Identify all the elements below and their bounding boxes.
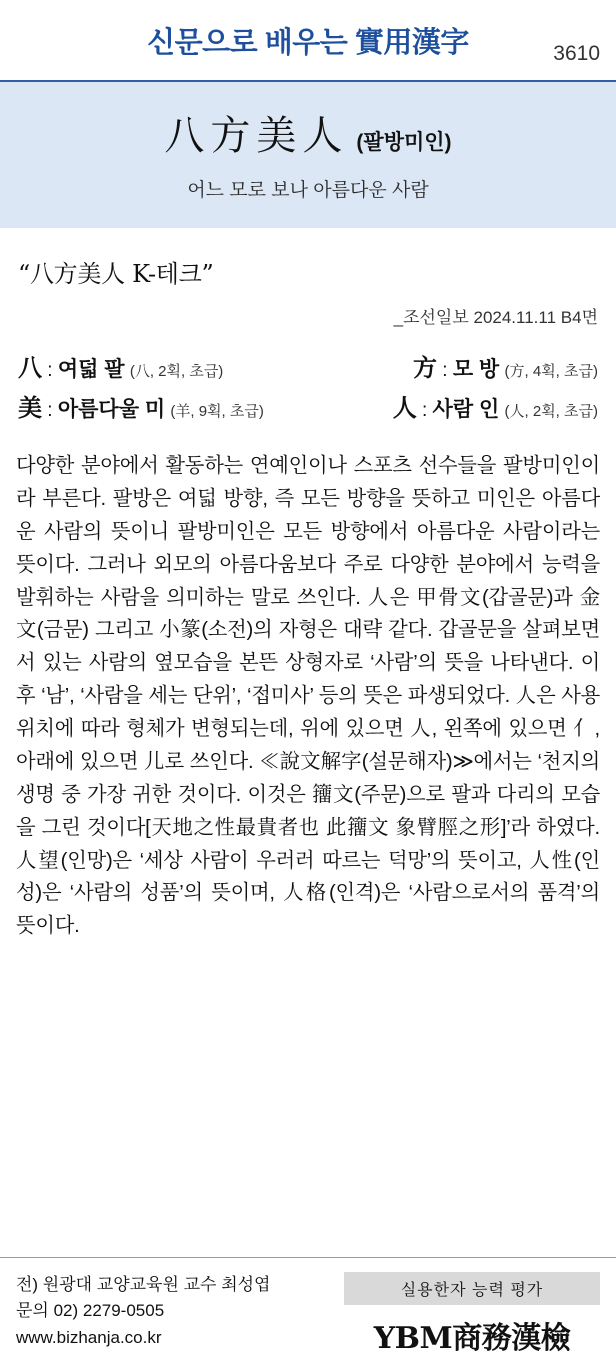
contact-line: 문의 02) 2279-0505 (16, 1301, 165, 1321)
definition-detail: (人, 2획, 초급) (504, 403, 598, 420)
title-band (0, 82, 616, 228)
article-body: 다양한 분야에서 활동하는 연예인이나 스포츠 선수들을 팔방미인이라 부른다. 팔방은 여덟 방향, 즉 모든 방향을 뜻하고 미인은 아름다운 사람의 뜻이니 팔방미인은 모든 방향에서 아름다운 사람이라는 뜻이다. 그러나 외모의 아름다움보다 주로 다양한 분야에서 능력을 발휘하는 사람을 의미하는 말로 쓰인다. 人은 甲骨文(갑골문)과 金文(금문) 그리고 小篆(소전)의 자형은 대략 같다. 갑골문을 살펴보면 서 있는 사람의 옆모습을 본뜬 상형자로 ‘사람’의 뜻을 나타낸다. 이후 ‘남’, ‘사람을 세는 단위’, ‘접미사’ 등의 뜻은 파생되었다. 人은 사용 위치에 따라 형체가 변형되는데, 위에 있으면 人, 왼쪽에 있으면 亻, 아래에 있으면 儿로 쓰인다. ≪說文解字(설문해자)≫에서는 ‘천지의 생명 중 가장 귀한 것이다. 이것은 籒文(주문)으로 팔과 다리의 모습을 그린 것이다[天地之性最貴者也 此籒文 象臂脛之形]’라 하였다. 人望(인망)은 ‘세상 사람이 우러러 따르는 덕망’의 뜻이고, 人性(인성)은 ‘사람의 성품’의 뜻이며, 人格(인격)은 ‘사람으로서의 품격’의 뜻이다. (16, 455, 600, 938)
sponsor-badge (344, 1272, 600, 1357)
headword-hanja: 八方美人 (164, 113, 349, 159)
author-line: 전) 원광대 교양교육원 교수 최성엽 (16, 1275, 271, 1294)
website-line[interactable]: www.bizhanja.co.kr (16, 1327, 162, 1347)
definition-entry: 八 : 여덟 팔 (八, 2획, 초급) (18, 353, 224, 382)
definition-char: 方 (412, 353, 437, 382)
header (0, 0, 616, 82)
definition-detail: (八, 2획, 초급) (129, 363, 224, 380)
definition-detail: (羊, 9획, 초급) (170, 403, 264, 420)
issue-number: 3610 (553, 42, 600, 65)
title-band-main (0, 104, 616, 161)
badge-logo: YBM商務漢檢 (373, 1321, 571, 1356)
footer-credits (16, 1272, 270, 1351)
definition-entry: 方 : 모 방 (方, 4획, 초급) (412, 353, 598, 382)
definition-meaning: 여덟 팔 (57, 358, 125, 381)
definition-entry: 美 : 아름다울 미 (羊, 9획, 초급) (18, 393, 264, 422)
headword-reading: (팔방미인) (356, 131, 452, 154)
definition-row (18, 350, 598, 386)
page-title: 신문으로 배우는 實用漢字 (147, 26, 469, 59)
definition-char: 美 (18, 393, 42, 422)
definition-meaning: 아름다울 미 (57, 398, 166, 421)
badge-caption: 실용한자 능력 평가 (344, 1272, 600, 1305)
definition-char: 人 (392, 393, 417, 422)
definition-entry: 人 : 사람 인 (人, 2획, 초급) (392, 393, 598, 422)
definition-meaning: 모 방 (452, 358, 500, 381)
definition-meaning: 사람 인 (432, 398, 500, 421)
footer (0, 1257, 616, 1369)
definition-detail: (方, 4획, 초급) (504, 363, 598, 380)
quote-source: _조선일보 2024.11.11 B4면 (393, 308, 598, 327)
headword-definition: 어느 모로 보나 아름다운 사람 (187, 180, 429, 201)
character-definitions (18, 350, 598, 426)
definition-char: 八 (18, 353, 42, 382)
quote-text: “八方美人 K-테크” (18, 260, 214, 288)
definition-row (18, 390, 598, 426)
